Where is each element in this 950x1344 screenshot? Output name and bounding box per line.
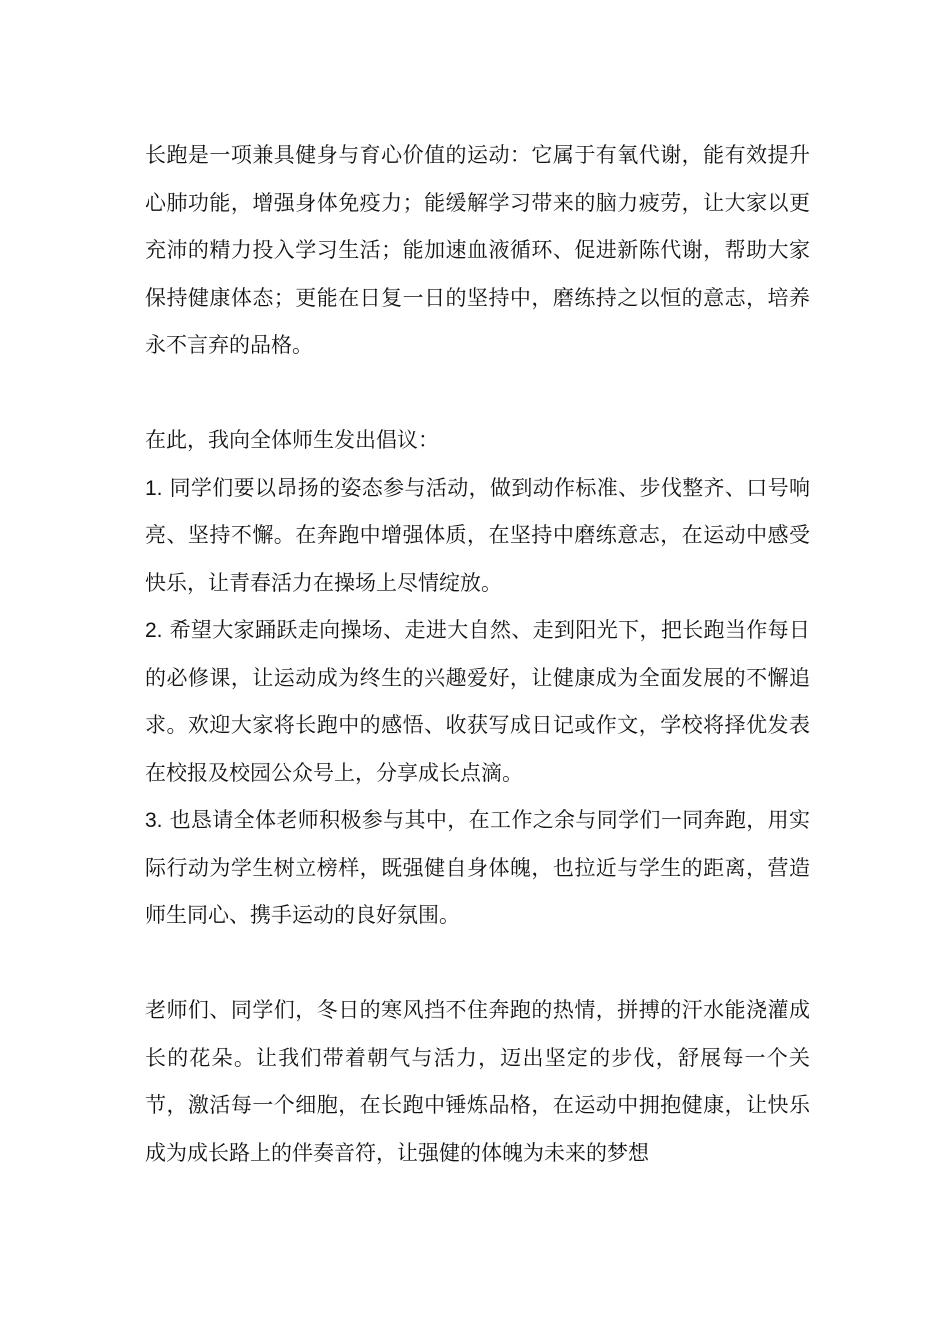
closing-paragraph: 老师们、同学们，冬日的寒风挡不住奔跑的热情，拼搏的汗水能浇灌成长的花朵。让我们带着朝气与活力，迈出坚定的步伐，舒展每一个关节，激活每一个细胞，在长跑中锤炼品格，在运动中拥抱健康，让快乐成为成长路上的伴奏音符，让强健的体魄为未来的梦想 [145, 998, 810, 1165]
proposal-text: 也恳请全体老师积极参与其中，在工作之余与同学们一同奔跑，用实际行动为学生树立榜样，既强健自身体魄，也拉近与学生的距离，营造师生同心、携手运动的良好氛围。 [145, 808, 810, 927]
proposal-heading: 在此，我向全体师生发出倡议： [145, 428, 439, 452]
paragraph-spacer [145, 940, 810, 988]
proposal-number: 3. [145, 809, 163, 832]
proposal-text: 同学们要以昂扬的姿态参与活动，做到动作标准、步伐整齐、口号响亮、坚持不懈。在奔跑中增强体质，在坚持中磨练意志，在运动中感受快乐，让青春活力在操场上尽情绽放。 [145, 475, 810, 595]
proposal-item-2 [145, 607, 810, 797]
proposal-item-3 [145, 797, 810, 940]
paragraph-spacer [145, 370, 810, 418]
proposal-text: 希望大家踊跃走向操场、走进大自然、走到阳光下，把长跑当作每日的必修课，让运动成为终生的兴趣爱好，让健康成为全面发展的不懈追求。欢迎大家将长跑中的感悟、收获写成日记或作文，学校将择优发表在校报及校园公众号上，分享成长点滴。 [145, 618, 810, 785]
proposal-item-1 [145, 465, 810, 608]
document-body [145, 132, 810, 1177]
proposal-number: 2. [145, 619, 163, 642]
intro-paragraph: 长跑是一项兼具健身与育心价值的运动：它属于有氧代谢，能有效提升心肺功能，增强身体免疫力；能缓解学习带来的脑力疲劳，让大家以更充沛的精力投入学习生活；能加速血液循环、促进新陈代谢，帮助大家保持健康体态；更能在日复一日的坚持中，磨练持之以恒的意志，培养永不言弃的品格。 [145, 143, 810, 357]
proposal-number: 1. [145, 476, 163, 500]
